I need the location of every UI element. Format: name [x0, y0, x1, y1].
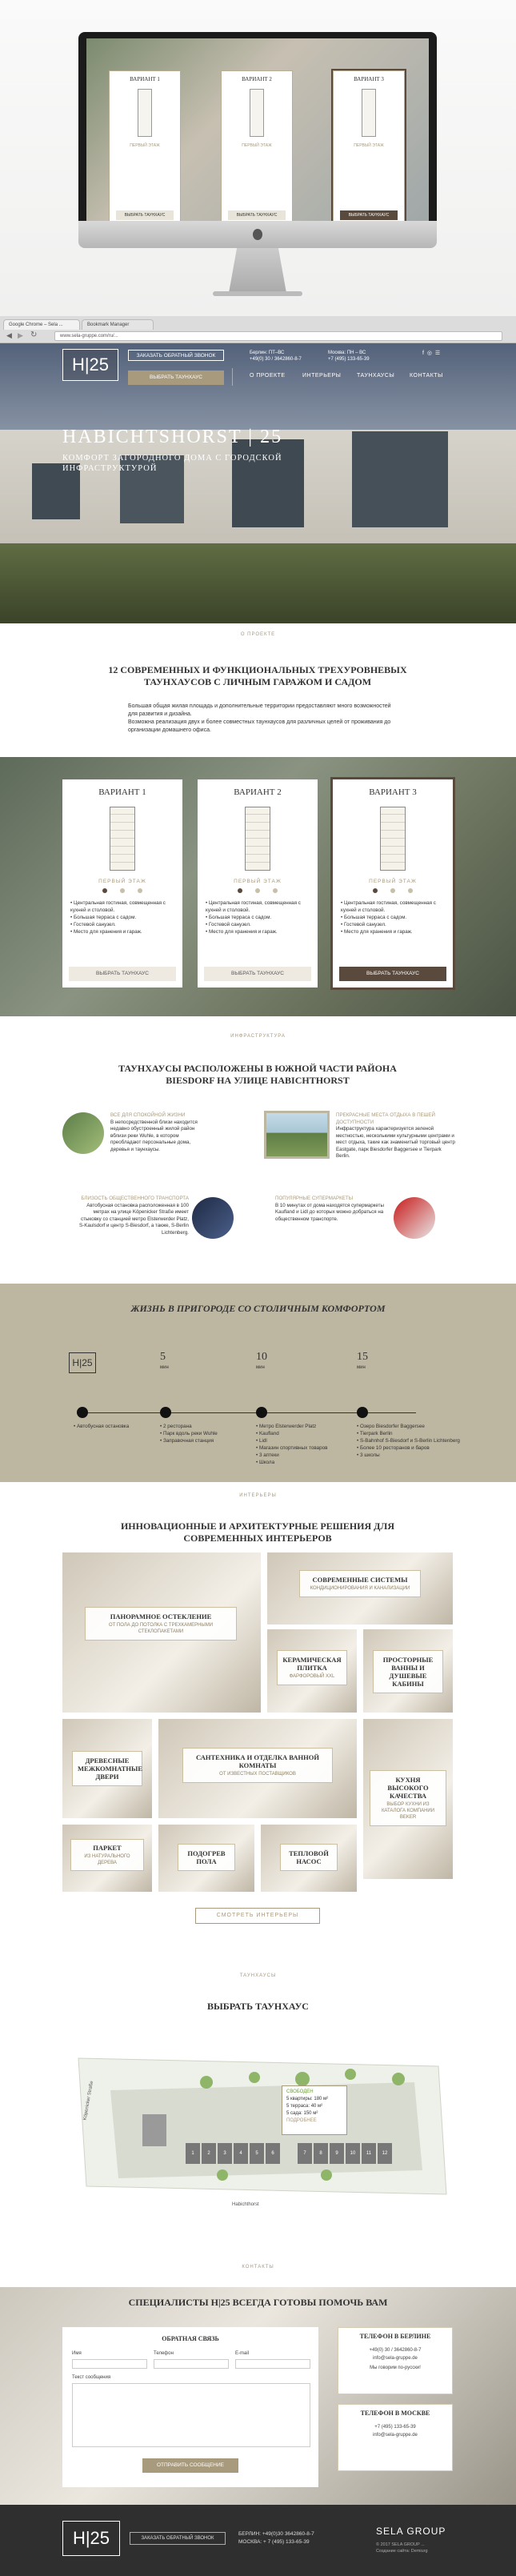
brand-text: SELA GROUP: [376, 2526, 446, 2537]
name-field[interactable]: [72, 2359, 147, 2369]
choose-variant-button[interactable]: ВЫБРАТЬ ТАУНХАУС: [339, 967, 446, 981]
monitor-stand-base: [213, 291, 302, 296]
hero-title: HABICHTSHORST | 25: [62, 427, 283, 447]
variant-features: [341, 899, 446, 935]
popup-status: СВОБОДЕН: [286, 2089, 314, 2094]
infra-item-text: Автобусная остановка расположенная в 100 метрах на улице Köpenicker Straße имеет стыковку со станцией метро Elsterwerder Platz, S-Kaulsdorf и центр S-Biesdorf, а также, S-Berlin Lichtenberg.: [79, 1202, 189, 1236]
interior-tile-heatpump[interactable]: [261, 1825, 357, 1892]
tile-label: [178, 1844, 235, 1871]
address-bar[interactable]: [54, 331, 502, 341]
interior-tile-floorheat[interactable]: [158, 1825, 254, 1892]
social-icons: [422, 350, 440, 356]
mockup-card-title: ВАРИАНТ 1: [130, 76, 160, 82]
mockup-card-floor: ПЕРВЫЙ ЭТАЖ: [242, 143, 272, 148]
mockup-card-floor: ПЕРВЫЙ ЭТАЖ: [354, 143, 384, 148]
variant-title: ВАРИАНТ 2: [234, 787, 282, 797]
list-item: • Kaufland: [256, 1431, 279, 1436]
mockup-card-button: ВЫБРАТЬ ТАУНХАУС: [116, 210, 174, 220]
floor-dot[interactable]: [255, 888, 260, 893]
site-footer: [0, 2505, 516, 2576]
floor-dot[interactable]: [102, 888, 107, 893]
moscow-contact-card: [338, 2404, 453, 2471]
floor-plan-image: [245, 807, 270, 871]
list-item: • Школа: [256, 1460, 275, 1465]
footer-phones: [238, 2530, 314, 2546]
card-phone[interactable]: +49(0) 30 / 3642860-8-7: [369, 2348, 422, 2353]
floor-plan-image: [138, 89, 152, 137]
contact-section: [0, 2287, 516, 2505]
feedback-form: [62, 2327, 318, 2487]
phone-label: Телефон: [154, 2351, 174, 2356]
list-item: • Более 10 ресторанов и баров: [357, 1445, 430, 1451]
timeline-minutes: 15: [357, 1351, 368, 1363]
choose-variant-button[interactable]: ВЫБРАТЬ ТАУНХАУС: [204, 967, 311, 981]
floor-dot[interactable]: [273, 888, 278, 893]
hero-section: [0, 343, 516, 623]
moscow-label: Москва: ПН – ВС: [328, 351, 366, 355]
list-item: • Lidl: [256, 1438, 267, 1444]
timeline-marker: [160, 1407, 171, 1418]
timeline-title: ЖИЗНЬ В ПРИГОРОДЕ СО СТОЛИЧНЫМ КОМФОРТОМ: [130, 1303, 386, 1314]
header-divider: [232, 368, 233, 386]
interior-tile-glazing[interactable]: [62, 1552, 261, 1713]
timeline-marker: [357, 1407, 368, 1418]
lawn-image: [0, 543, 516, 623]
variants-section: [0, 757, 516, 1016]
instagram-icon[interactable]: ◎: [426, 351, 432, 356]
section-tag-townhouses: ТАУНХАУСЫ: [239, 1973, 277, 1978]
list-item: • Центральная гостиная, совмещенная с кухней и столовой.: [206, 900, 301, 913]
tile-title: ТЕПЛОВОЙ НАСОС: [289, 1849, 329, 1865]
contact-title: СПЕЦИАЛИСТЫ H|25 ВСЕГДА ГОТОВЫ ПОМОЧЬ ВАМ: [128, 2297, 388, 2308]
mockup-card-button: ВЫБРАТЬ ТАУНХАУС: [340, 210, 398, 220]
interior-tile-kitchen[interactable]: [363, 1719, 453, 1879]
section-tag-contacts: КОНТАКТЫ: [242, 2265, 274, 2270]
button-label: ЗАКАЗАТЬ ОБРАТНЫЙ ЗВОНОК: [141, 2536, 214, 2541]
interior-tile-parquet[interactable]: [62, 1825, 152, 1892]
email-field[interactable]: [235, 2359, 310, 2369]
monitor-stand: [229, 248, 286, 293]
variant-floor-label: ПЕРВЫЙ ЭТАЖ: [234, 879, 282, 884]
menu-icon[interactable]: ☰: [434, 351, 441, 356]
timeline-minutes: 5: [160, 1351, 166, 1363]
floor-dot[interactable]: [238, 888, 242, 893]
message-label: Текст сообщения: [72, 2375, 111, 2380]
infra-item-text: Инфраструктура характеризуется зеленой местностью, несколькими культурными центрами и мест отдыха, такие как знаменитый торговый центр Eastgate, парк Biesdorfer Baggersee и Tierpark Berlin.: [336, 1126, 455, 1159]
infra-item-text: В непосредственной близи находится недавно обустроенный жилой район вблизи реки Wuhle, в котором преобладают персональные дома, деревья и таунхаусы.: [110, 1119, 198, 1152]
tile-label: [280, 1844, 338, 1871]
tile-subtitle: КОНДИЦИОНИРОВАНИЯ И КАНАЛИЗАЦИИ: [310, 1586, 410, 1591]
list-item: • Гостевой санузел.: [341, 922, 386, 927]
lot-9[interactable]: 9: [330, 2143, 344, 2164]
nature-photo: [62, 1112, 104, 1154]
monitor-screen: [86, 38, 429, 227]
nav-townhouses[interactable]: ТАУНХАУСЫ: [357, 373, 395, 379]
section-tag-interiors: ИНТЕРЬЕРЫ: [239, 1493, 277, 1498]
timeline-marker: [256, 1407, 267, 1418]
reload-icon[interactable]: ↻: [30, 331, 38, 339]
hero-subtitle: КОМФОРТ ЗАГОРОДНОГО ДОМА С ГОРОДСКОЙ ИНФРАСТРУКТУРОЙ: [62, 454, 282, 473]
window-image: [352, 431, 448, 527]
list-item: • Гостевой санузел.: [206, 922, 251, 927]
lot-4[interactable]: 4: [234, 2143, 248, 2164]
mockup-variant-card-3: [333, 70, 405, 227]
townhouse-map-section: [0, 1969, 516, 2257]
timeline-marker: [77, 1407, 88, 1418]
footer-logo[interactable]: [62, 2521, 120, 2556]
floor-plan-image: [380, 807, 406, 871]
tile-label: [373, 1650, 443, 1693]
choose-title: ВЫБРАТЬ ТАУНХАУС: [207, 2001, 309, 2012]
list-item: • Большая терраса с садом.: [70, 915, 137, 920]
logo-text: H|25: [72, 1357, 93, 1368]
floor-dot[interactable]: [120, 888, 125, 893]
list-item: • Автобусная остановка: [74, 1424, 130, 1429]
timeline-list-15: [357, 1423, 461, 1459]
phone-field[interactable]: [154, 2359, 229, 2369]
choose-townhouse-button[interactable]: [128, 371, 224, 385]
interior-tile-tile[interactable]: [267, 1629, 357, 1713]
facebook-icon[interactable]: f: [422, 351, 424, 356]
list-item: • Гостевой санузел.: [70, 922, 116, 927]
floor-plan-image: [250, 89, 264, 137]
tile-label: [370, 1770, 446, 1826]
url-text: www.sela-gruppe.com/ru/...: [60, 334, 118, 339]
tile-subtitle: ОТ ПОЛА ДО ПОТОЛКА С ТРЕХКАМЕРНЫМИ СТЕКЛОПАКЕТАМИ: [108, 1623, 214, 1634]
name-label: Имя: [72, 2351, 82, 2356]
variant-features: [206, 899, 311, 935]
list-item: • 3 аптеки: [256, 1452, 279, 1458]
list-item: • Tierpark Berlin: [357, 1431, 393, 1436]
list-item: • Магазин спортивных товаров: [256, 1445, 328, 1451]
tab-label: Bookmark Manager: [87, 323, 130, 327]
browser-tab[interactable]: [82, 319, 154, 330]
mockup-card-title: ВАРИАНТ 2: [242, 76, 272, 82]
tile-title: ПРОСТОРНЫЕ ВАННЫ И ДУШЕВЫЕ КАБИНЫ: [382, 1656, 434, 1688]
send-button[interactable]: [142, 2458, 238, 2473]
lot-12[interactable]: 12: [378, 2143, 392, 2164]
berlin-label: Берлин: ПТ–ВС: [250, 351, 285, 355]
tile-label: [299, 1570, 421, 1597]
credits-link[interactable]: Создание сайта: Demiurg: [376, 2549, 428, 2554]
list-item: • Озеро Biesdorfer Baggersee: [357, 1424, 425, 1429]
lot-6[interactable]: 6: [266, 2143, 280, 2164]
callback-label: ЗАКАЗАТЬ ОБРАТНЫЙ ЗВОНОК: [136, 353, 216, 359]
lot-popup: [282, 2085, 347, 2135]
form-title: ОБРАТНАЯ СВЯЗЬ: [162, 2335, 219, 2342]
mockup-variant-card-2: [221, 70, 293, 227]
nav-about[interactable]: О ПРОЕКТЕ: [250, 373, 286, 379]
nav-contacts[interactable]: КОНТАКТЫ: [410, 373, 443, 379]
infra-item-head: ПРЕКРАСНЫЕ МЕСТА ОТДЫХА В ПЕШЕЙ ДОСТУПНОСТИ: [336, 1112, 435, 1125]
timeline-list-10: [256, 1423, 344, 1466]
variant-floor-label: ПЕРВЫЙ ЭТАЖ: [369, 879, 417, 884]
tile-title: ПАРКЕТ: [93, 1844, 122, 1852]
floor-plan-image: [110, 807, 135, 871]
popup-line: 5 терраса: 40 м²: [286, 2104, 323, 2109]
footer-copyright: [376, 2542, 428, 2554]
floor-dot[interactable]: [390, 888, 395, 893]
floor-dot[interactable]: [408, 888, 413, 893]
copyright-text: © 2017 SELA GROUP ...: [376, 2542, 425, 2547]
floor-dot[interactable]: [373, 888, 378, 893]
timeline-list-5: [160, 1423, 248, 1444]
email-label: E-mail: [235, 2351, 250, 2356]
tile-title: СОВРЕМЕННЫЕ СИСТЕМЫ: [312, 1576, 408, 1584]
list-item: • 2 ресторана: [160, 1424, 192, 1429]
timeline-unit: мин: [357, 1365, 366, 1370]
interior-tile-plumbing[interactable]: [158, 1719, 357, 1818]
brand-logo[interactable]: [376, 2526, 446, 2537]
variant-card-1: [62, 779, 182, 988]
about-paragraph-1: Большая общая жилая площадь и дополнительные территории предоставляют много возможностей для развития и дизайна.: [128, 703, 391, 717]
button-label: СМОТРЕТЬ ИНТЕРЬЕРЫ: [216, 1913, 299, 1918]
lot-3[interactable]: 3: [218, 2143, 232, 2164]
card-email[interactable]: info@sela-gruppe.de: [373, 2433, 418, 2438]
timeline-minutes: 10: [256, 1351, 267, 1363]
berlin-phone[interactable]: +49(0) 30 / 3642860-8-7: [250, 357, 302, 362]
site-plan-map: [62, 2026, 454, 2210]
tile-title: КЕРАМИЧЕСКАЯ ПЛИТКА: [282, 1656, 342, 1672]
browser-tab[interactable]: [3, 319, 80, 330]
card-phone[interactable]: +7 (495) 133-65-39: [374, 2425, 416, 2430]
forward-arrow-icon[interactable]: ▶: [18, 331, 23, 339]
choose-variant-button[interactable]: ВЫБРАТЬ ТАУНХАУС: [69, 967, 176, 981]
tile-title: ПАНОРАМНОЕ ОСТЕКЛЕНИЕ: [110, 1613, 212, 1621]
card-email[interactable]: info@sela-gruppe.de: [373, 2356, 418, 2361]
tile-label: [72, 1751, 142, 1786]
tile-label: [277, 1650, 347, 1685]
lot-10[interactable]: 10: [346, 2143, 360, 2164]
infra-item-2: [336, 1112, 456, 1160]
lot-7[interactable]: 7: [298, 2143, 312, 2164]
infra-item-1: [110, 1112, 206, 1153]
choose-label: ВЫБРАТЬ ТАУНХАУС: [150, 375, 202, 380]
variant-card-2: [198, 779, 318, 988]
infra-item-3: [77, 1196, 189, 1236]
about-title: 12 СОВРЕМЕННЫХ И ФУНКЦИОНАЛЬНЫХ ТРЕХУРОВНЕВЫХ ТАУНХАУСОВ С ЛИЧНЫМ ГАРАЖОМ И САДОМ: [108, 664, 407, 687]
tile-title: КУХНЯ ВЫСОКОГО КАЧЕСТВА: [387, 1776, 429, 1800]
transport-photo: [192, 1197, 234, 1239]
logo-text: H|25: [72, 2528, 110, 2548]
mockup-card-button: ВЫБРАТЬ ТАУНХАУС: [228, 210, 286, 220]
floor-plan-image: [362, 89, 376, 137]
tile-title: ДРЕВЕСНЫЕ МЕЖКОМНАТНЫЕ ДВЕРИ: [78, 1757, 142, 1781]
floor-dot[interactable]: [138, 888, 142, 893]
floor-selector: [222, 888, 294, 896]
infra-title: ТАУНХАУСЫ РАСПОЛОЖЕНЫ В ЮЖНОЙ ЧАСТИ РАЙОНА BIESDORF НА УЛИЦЕ HABICHTHORST: [118, 1063, 397, 1086]
list-item: • Парк вдоль реки Wuhle: [160, 1431, 218, 1436]
timeline-unit: мин: [160, 1365, 169, 1370]
lake-photo: [264, 1111, 330, 1159]
variant-title: ВАРИАНТ 3: [369, 787, 417, 797]
tile-subtitle: ОТ ИЗВЕСТНЫХ ПОСТАВЩИКОВ: [219, 1772, 296, 1777]
footer-moscow-phone[interactable]: МОСКВА: + 7 (495) 133-65-39: [238, 2539, 310, 2545]
list-item: • Большая терраса с садом.: [341, 915, 407, 920]
popup-line: 5 квартиры: 180 м²: [286, 2097, 329, 2101]
section-tag-about: О ПРОЕКТЕ: [240, 632, 276, 637]
card-title: ТЕЛЕФОН В БЕРЛИНЕ: [359, 2333, 431, 2340]
tile-subtitle: ИЗ НАТУРАЛЬНОГО ДЕРЕВА: [84, 1854, 130, 1865]
tile-title: САНТЕХНИКА И ОТДЕЛКА ВАННОЙ КОМНАТЫ: [196, 1753, 319, 1769]
variant-floor-label: ПЕРВЫЙ ЭТАЖ: [98, 879, 146, 884]
moscow-contact: [328, 350, 370, 363]
back-arrow-icon[interactable]: ◀: [6, 331, 12, 339]
list-item: • Центральная гостиная, совмещенная с кухней и столовой.: [341, 900, 436, 913]
timeline-list-0: [74, 1423, 154, 1430]
nav-interiors[interactable]: ИНТЕРЬЕРЫ: [302, 373, 342, 379]
variant-title: ВАРИАНТ 1: [98, 787, 146, 797]
interior-tile-systems[interactable]: [267, 1552, 453, 1625]
callback-button[interactable]: [128, 350, 224, 361]
street-label: Köpenicker Straße: [82, 2081, 95, 2121]
interiors-title: ИННОВАЦИОННЫЕ И АРХИТЕКТУРНЫЕ РЕШЕНИЯ ДЛЯ СОВРЕМЕННЫХ ИНТЕРЬЕРОВ: [120, 1520, 395, 1544]
infra-item-text: В 10 минутах от дома находятся супермаркеты Kaufland и Lidl до которых можно добраться на общественном транспорте.: [275, 1202, 384, 1222]
supermarket-photo: [394, 1197, 435, 1239]
popup-more-link[interactable]: ПОДРОБНЕЕ: [286, 2118, 317, 2123]
message-field[interactable]: [72, 2383, 310, 2447]
list-item: • S-Bahnhof S-Biesdorf и S-Berlin Lichtenberg: [357, 1438, 460, 1444]
tile-title: ПОДОГРЕВ ПОЛА: [187, 1849, 226, 1865]
about-paragraph-2: Возможна реализация двух и более совместных таунхаусов для различных целей от проживания до организации домашнего офиса.: [128, 719, 391, 733]
berlin-contact: [250, 350, 302, 363]
infra-item-head: ВСЕ ДЛЯ СПОКОЙНОЙ ЖИЗНИ: [110, 1112, 186, 1118]
site-logo[interactable]: [62, 349, 118, 381]
infra-item-head: ПОПУЛЯРНЫЕ СУПЕРМАРКЕТЫ: [275, 1196, 354, 1201]
lot-11[interactable]: 11: [362, 2143, 376, 2164]
variant-card-3: [333, 779, 453, 988]
list-item: • Место для хранения и гараж.: [70, 929, 142, 935]
lot-5[interactable]: 5: [250, 2143, 264, 2164]
lot-2[interactable]: 2: [202, 2143, 216, 2164]
card-note: Мы говорим по-русски!: [370, 2366, 421, 2370]
list-item: • Метро Elsterwerder Platz: [256, 1424, 317, 1429]
monitor-mockup: [0, 0, 516, 316]
popup-line: 5 сада: 150 м²: [286, 2111, 318, 2116]
logo-text: H|25: [71, 355, 110, 375]
tile-label: [85, 1607, 237, 1641]
card-title: ТЕЛЕФОН В МОСКВЕ: [360, 2410, 430, 2417]
timeline-unit: мин: [256, 1365, 265, 1370]
berlin-contact-card: [338, 2327, 453, 2394]
lot-8[interactable]: 8: [314, 2143, 328, 2164]
tile-subtitle: ВЫБОР КУХНИ ИЗ КАТАЛОГА КОМПАНИИ BEKER: [381, 1802, 435, 1820]
list-item: • Место для хранения и гараж.: [206, 929, 278, 935]
interior-tile-baths[interactable]: [363, 1629, 453, 1713]
button-label: ОТПРАВИТЬ СООБЩЕНИЕ: [156, 2462, 225, 2468]
view-interiors-button[interactable]: [195, 1908, 320, 1924]
tile-label: [70, 1839, 144, 1871]
street-label: Habichthorst: [232, 2202, 259, 2207]
infra-item-head: БЛИЗОСТЬ ОБЩЕСТВЕННОГО ТРАНСПОРТА: [81, 1196, 189, 1201]
list-item: • Заправочная станция: [160, 1438, 214, 1444]
list-item: • 3 школы: [357, 1452, 380, 1458]
apple-logo-icon: [253, 229, 262, 240]
tab-label: Google Chrome – Sela ...: [9, 323, 63, 327]
timeline-logo: [69, 1352, 96, 1373]
mockup-variant-card-1: [109, 70, 181, 227]
variant-features: [70, 899, 176, 935]
footer-callback-button[interactable]: [130, 2532, 226, 2545]
infra-item-4: [275, 1196, 395, 1223]
lot-1[interactable]: 1: [186, 2143, 200, 2164]
footer-berlin-phone[interactable]: БЕРЛИН: +49(0)30 3642860-8-7: [238, 2531, 314, 2537]
tile-label: [182, 1748, 333, 1783]
list-item: • Центральная гостиная, совмещенная с кухней и столовой.: [70, 900, 166, 913]
browser-chrome: [0, 316, 516, 343]
interior-tile-doors[interactable]: [62, 1719, 152, 1818]
list-item: • Место для хранения и гараж.: [341, 929, 413, 935]
floor-selector: [357, 888, 429, 896]
list-item: • Большая терраса с садом.: [206, 915, 272, 920]
section-tag-infra: ИНФРАСТРУКТУРА: [230, 1034, 286, 1039]
mockup-card-title: ВАРИАНТ 3: [354, 76, 384, 82]
floor-selector: [86, 888, 158, 896]
mockup-card-floor: ПЕРВЫЙ ЭТАЖ: [130, 143, 160, 148]
moscow-phone[interactable]: +7 (495) 133-65-39: [328, 357, 370, 362]
tile-subtitle: ФАРФОРОВЫЙ XXL: [289, 1674, 335, 1679]
monitor-chin: [78, 221, 437, 248]
